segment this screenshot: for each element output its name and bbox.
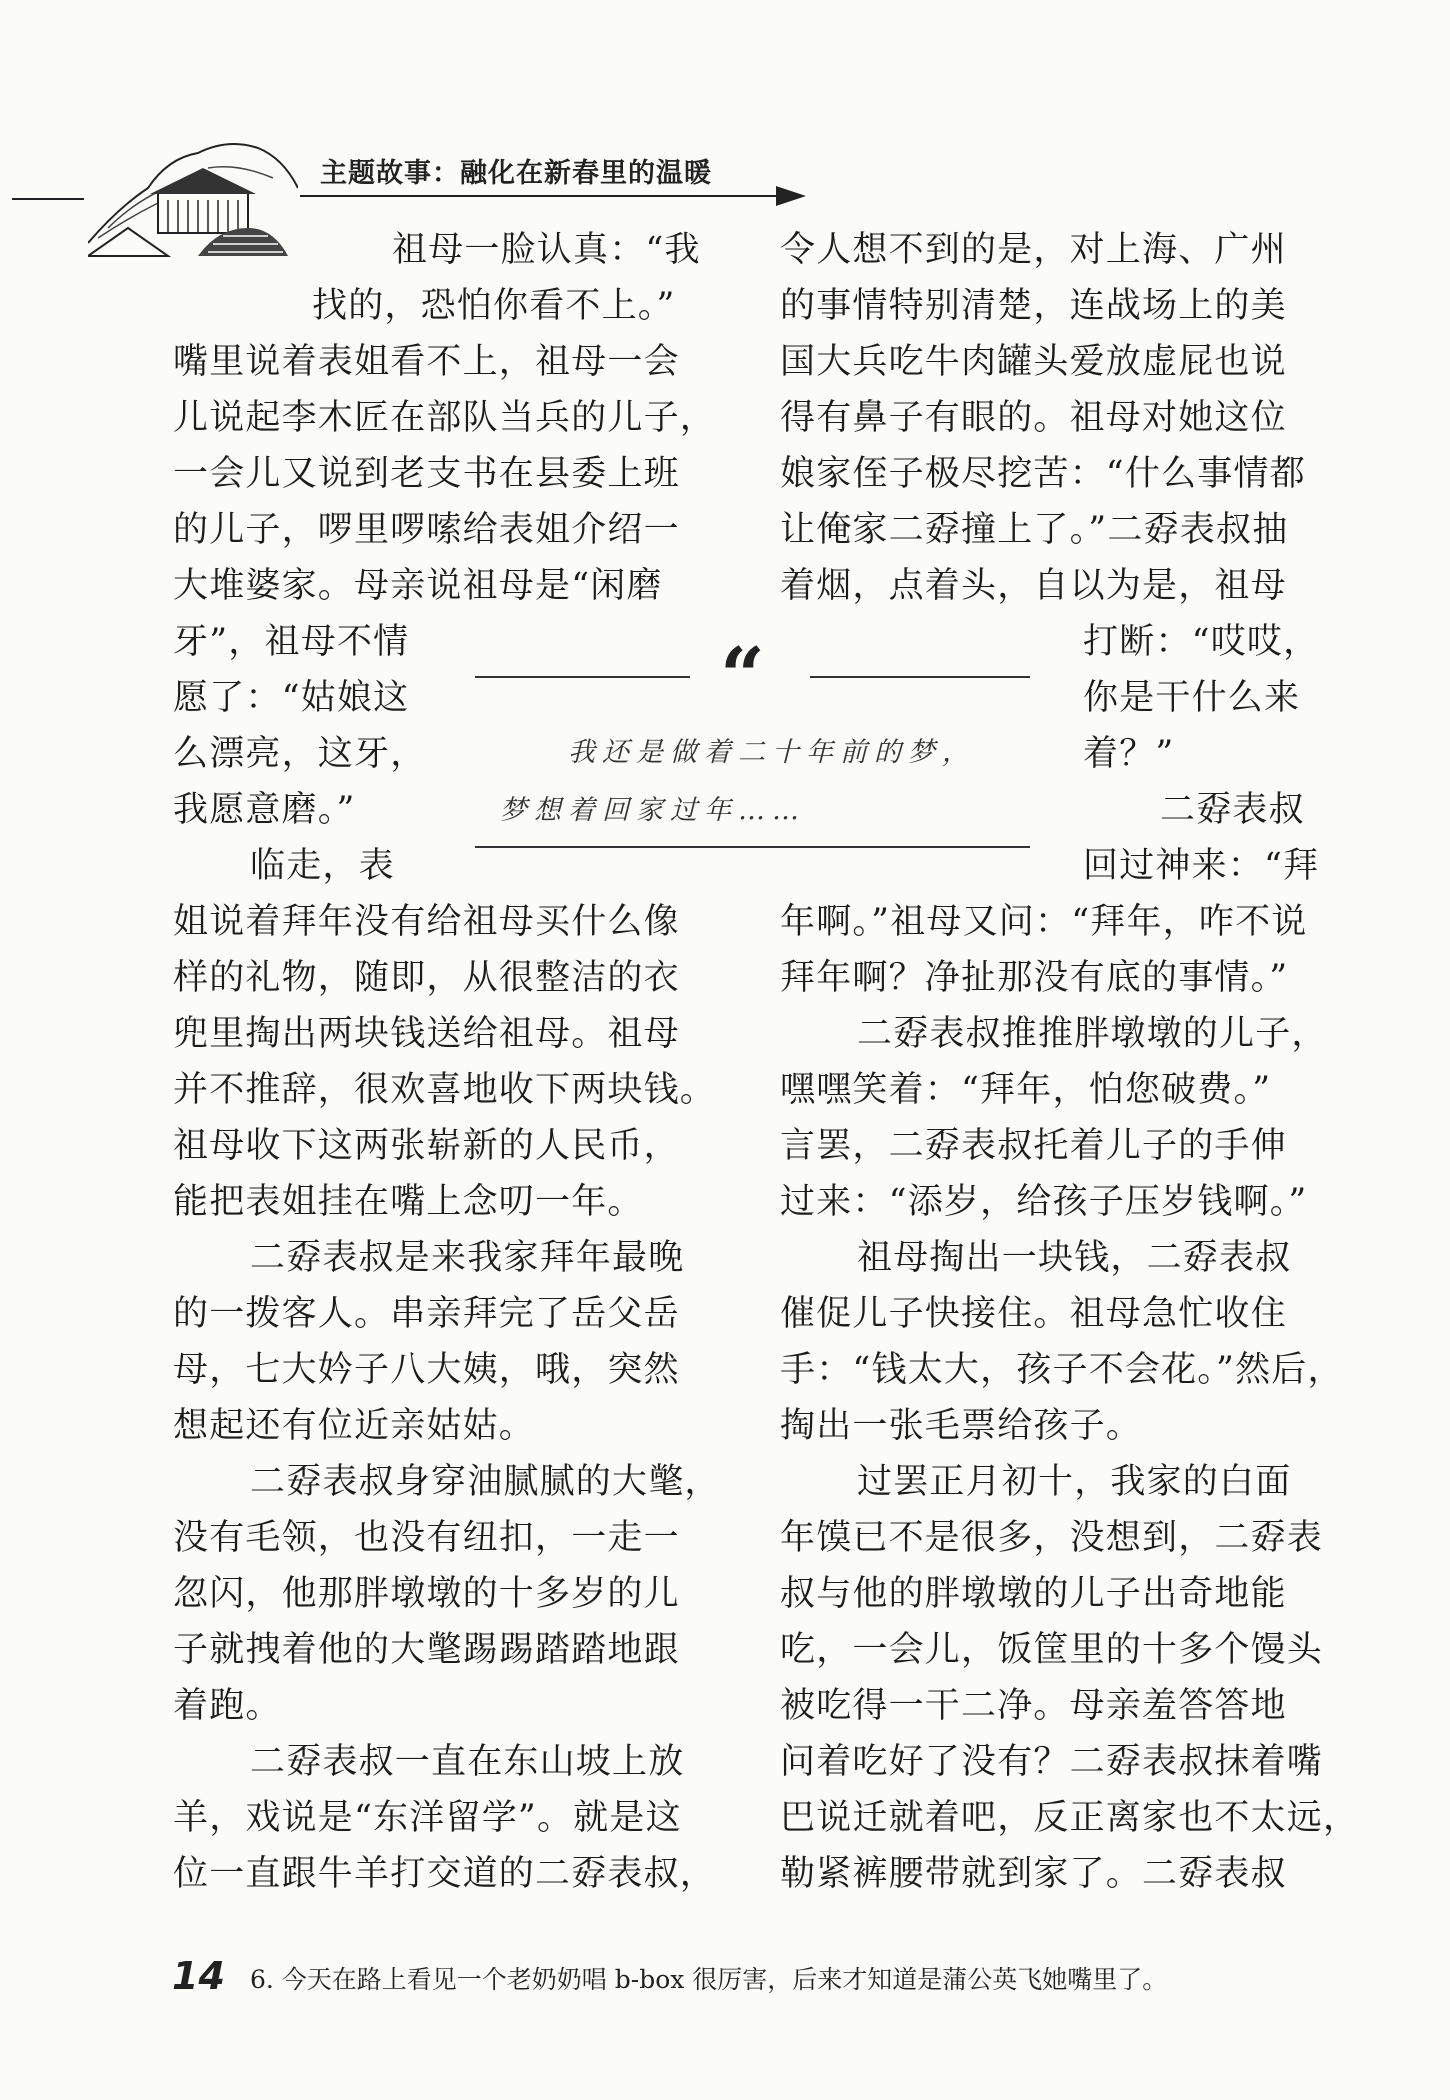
left-line: 姐说着拜年没有给祖母买什么像 <box>173 902 680 942</box>
pull-quote-mark: “ <box>720 631 765 722</box>
right-line: 过来：“添岁，给孩子压岁钱啊。” <box>780 1182 1308 1222</box>
left-line: 着跑。 <box>173 1686 282 1726</box>
pull-quote-rule-bottom <box>475 846 1030 848</box>
left-line: 母，七大妗子八大姨，哦，突然 <box>173 1350 680 1390</box>
left-line: 么漂亮，这牙， <box>173 734 427 774</box>
left-line: 样的礼物，随即，从很整洁的衣 <box>173 958 680 998</box>
right-line: 勒紧裤腰带就到家了。二孬表叔 <box>780 1854 1287 1894</box>
left-line: 一会儿又说到老支书在县委上班 <box>173 454 680 494</box>
left-line: 想起还有位近亲姑姑。 <box>173 1406 536 1446</box>
right-line: 手：“钱太大，孩子不会花。”然后， <box>780 1350 1344 1390</box>
pull-quote-line-2: 梦想着回家过年…… <box>500 795 806 826</box>
left-line: 祖母收下这两张崭新的人民币， <box>173 1126 680 1166</box>
right-line: 巴说迁就着吧，反正离家也不太远， <box>780 1798 1360 1838</box>
left-line: 并不推辞，很欢喜地收下两块钱。 <box>173 1070 717 1110</box>
right-line: 年啊。”祖母又问：“拜年，咋不说 <box>780 902 1308 942</box>
left-line: 二孬表叔是来我家拜年最晚 <box>250 1238 685 1278</box>
left-line: 二孬表叔身穿油腻腻的大氅， <box>250 1462 721 1502</box>
left-line: 找的，恐怕你看不上。” <box>312 286 676 326</box>
footer-joke: 6. 今天在路上看见一个老奶奶唱 b-box 很厉害，后来才知道是蒲公英飞她嘴里了。 <box>250 1965 1168 1994</box>
right-line: 催促儿子快接住。祖母急忙收住 <box>780 1294 1287 1334</box>
right-line: 吃，一会儿，饭筐里的十多个馒头 <box>780 1630 1324 1670</box>
left-line: 的儿子，啰里啰嗦给表姐介绍一 <box>173 510 680 550</box>
left-line: 儿说起李木匠在部队当兵的儿子， <box>173 398 717 438</box>
left-line: 临走，表 <box>250 846 395 886</box>
header-arrow-icon <box>776 186 806 206</box>
left-line: 兜里掏出两块钱送给祖母。祖母 <box>173 1014 680 1054</box>
right-line: 的事情特别清楚，连战场上的美 <box>780 286 1287 326</box>
left-line: 我愿意磨。” <box>173 790 356 830</box>
left-line: 忽闪，他那胖墩墩的十多岁的儿 <box>173 1574 680 1614</box>
left-line: 祖母一脸认真：“我 <box>392 230 701 270</box>
right-line: 你是干什么来 <box>1083 678 1301 718</box>
left-line: 愿了：“姑娘这 <box>173 678 410 718</box>
right-line: 国大兵吃牛肉罐头爱放虚屁也说 <box>780 342 1287 382</box>
left-line: 大堆婆家。母亲说祖母是“闲磨 <box>173 566 663 606</box>
right-line: 年馍已不是很多，没想到，二孬表 <box>780 1518 1324 1558</box>
right-line: 让俺家二孬撞上了。”二孬表叔抽 <box>780 510 1289 550</box>
right-line: 得有鼻子有眼的。祖母对她这位 <box>780 398 1287 438</box>
pull-quote-rule-top-right <box>810 676 1030 678</box>
left-line: 的一拨客人。串亲拜完了岳父岳 <box>173 1294 680 1334</box>
right-line: 问着吃好了没有？二孬表叔抹着嘴 <box>780 1742 1324 1782</box>
right-line: 嘿嘿笑着：“拜年，怕您破费。” <box>780 1070 1272 1110</box>
right-line: 二孬表叔 <box>1160 790 1305 830</box>
page-number: 14 <box>172 1954 225 1998</box>
temple-illustration <box>88 128 298 258</box>
right-line: 过罢正月初十，我家的白面 <box>857 1462 1292 1502</box>
right-line: 着烟，点着头，自以为是，祖母 <box>780 566 1287 606</box>
right-line: 掏出一张毛票给孩子。 <box>780 1406 1143 1446</box>
header-title: 主题故事：融化在新春里的温暖 <box>320 158 712 189</box>
left-line: 牙”，祖母不情 <box>173 622 410 662</box>
right-line: 打断：“哎哎， <box>1083 622 1320 662</box>
right-line: 令人想不到的是，对上海、广州 <box>780 230 1287 270</box>
right-line: 被吃得一干二净。母亲羞答答地 <box>780 1686 1287 1726</box>
right-line: 拜年啊？净扯那没有底的事情。” <box>780 958 1289 998</box>
right-line: 娘家侄子极尽挖苦：“什么事情都 <box>780 454 1306 494</box>
right-line: 叔与他的胖墩墩的儿子出奇地能 <box>780 1574 1287 1614</box>
left-line: 位一直跟牛羊打交道的二孬表叔， <box>173 1854 717 1894</box>
left-line: 二孬表叔一直在东山坡上放 <box>250 1742 685 1782</box>
right-line: 着？” <box>1083 734 1175 774</box>
right-line: 言罢，二孬表叔托着儿子的手伸 <box>780 1126 1287 1166</box>
left-line: 子就拽着他的大氅踢踢踏踏地跟 <box>173 1630 680 1670</box>
left-line: 能把表姐挂在嘴上念叨一年。 <box>173 1182 644 1222</box>
left-line: 嘴里说着表姐看不上，祖母一会 <box>173 342 680 382</box>
pull-quote-line-1: 我还是做着二十年前的梦， <box>568 737 976 768</box>
header-rule <box>300 195 780 197</box>
left-line: 没有毛领，也没有纽扣，一走一 <box>173 1518 680 1558</box>
pull-quote-rule-top-left <box>475 676 690 678</box>
header-rule-left <box>12 198 84 200</box>
right-line: 祖母掏出一块钱，二孬表叔 <box>857 1238 1292 1278</box>
right-line: 二孬表叔推推胖墩墩的儿子， <box>857 1014 1328 1054</box>
left-line: 羊，戏说是“东洋留学”。就是这 <box>173 1798 682 1838</box>
right-line: 回过神来：“拜 <box>1083 846 1320 886</box>
